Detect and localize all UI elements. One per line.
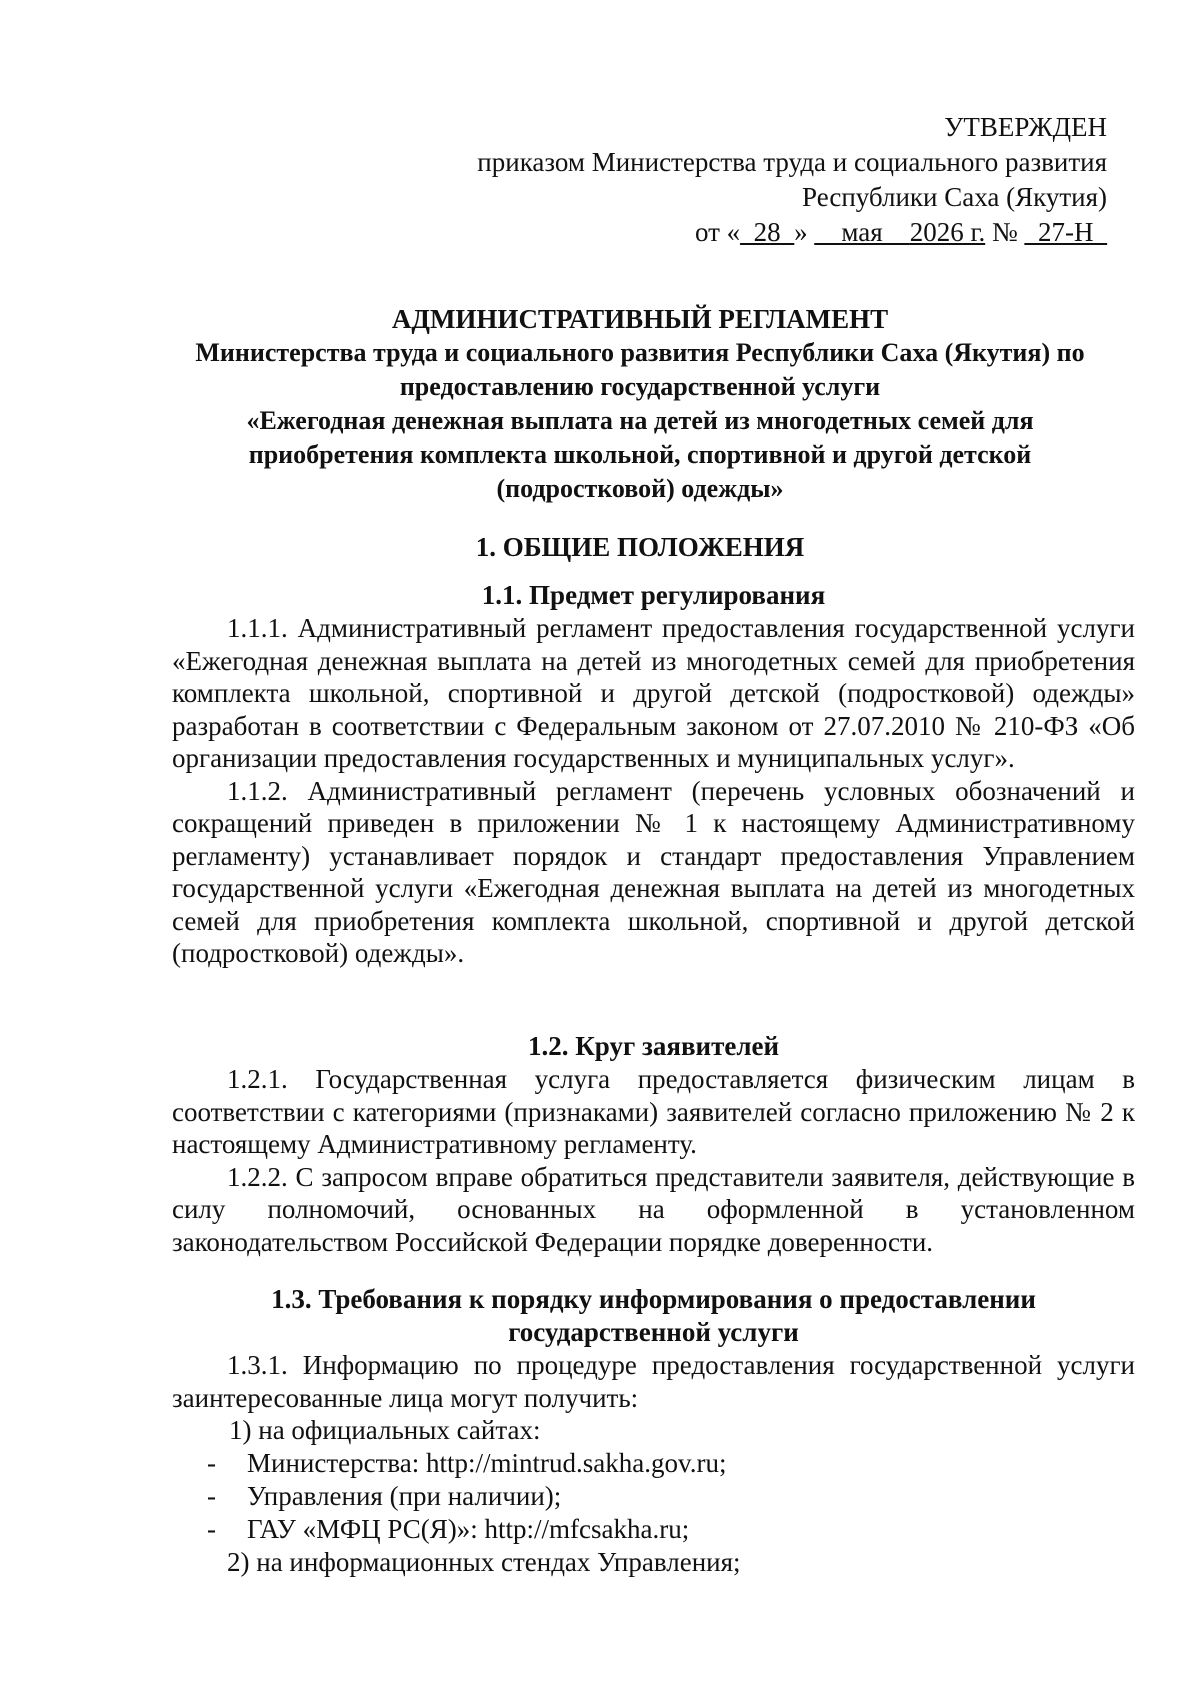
approval-date-line xyxy=(477,215,1107,250)
date-day: _28_ xyxy=(740,217,795,247)
list-item-text: ГАУ «МФЦ РС(Я)»: http://mfcsakha.ru; xyxy=(247,1514,690,1544)
title-line-3: предоставлению государственной услуги xyxy=(399,372,881,401)
section-heading: 1. ОБЩИЕ ПОЛОЖЕНИЯ xyxy=(475,532,805,562)
approval-title: УТВЕРЖДЕН xyxy=(944,112,1107,142)
date-prefix: от « xyxy=(694,217,741,247)
section-body xyxy=(172,579,1135,970)
section-body-3 xyxy=(172,1283,1135,1579)
list-item-text: Управления (при наличии); xyxy=(247,1481,562,1511)
list-item-text: Министерства: http://mintrud.sakha.gov.ru; xyxy=(247,1448,727,1478)
number-sign: № xyxy=(985,217,1025,247)
dash-marker: - xyxy=(207,1448,216,1478)
list-item-stands: 2) на информационных стендах Управления; xyxy=(227,1547,741,1577)
paragraph-1-2-2: 1.2.2. С запросом вправе обратиться представители заявителя, действующие в силу полномочий, основанных на оформленной в установленном законодательством Российской Федерации порядке доверенности. xyxy=(172,1161,1135,1257)
list-item xyxy=(172,1447,1135,1480)
title-line-6: (подростковой) одежды» xyxy=(496,474,784,503)
paragraph-1-2-1: 1.2.1. Государственная услуга предоставляется физическим лицам в соответствии с категориями (признаками) заявителей согласно приложению № 2 к настоящему Административному регламенту. xyxy=(172,1064,1135,1159)
approval-republic-line: Республики Саха (Якутия) xyxy=(802,182,1107,212)
paragraph-1-3-1: 1.3.1. Информацию по процедуре предоставления государственной услуги заинтересованные лица могут получить: xyxy=(172,1350,1135,1413)
list-item xyxy=(172,1513,1135,1546)
document-title xyxy=(160,302,1120,506)
subheading-1-3-line-1: 1.3. Требования к порядку информирования о предоставлении xyxy=(271,1284,1036,1314)
section-body-2 xyxy=(172,1030,1135,1258)
date-month: __мая__ xyxy=(814,217,910,247)
list-item xyxy=(172,1480,1135,1513)
title-main: АДМИНИСТРАТИВНЫЙ РЕГЛАМЕНТ xyxy=(391,304,889,334)
subheading-1-1: 1.1. Предмет регулирования xyxy=(481,580,826,610)
paragraph-1-1-1: 1.1.1. Административный регламент предоставления государственной услуги «Ежегодная денежная выплата на детей из многодетных семей для приобретения комплекта школьной, спортивной и другой детской (подростковой) одежды» разработан в соответствии с Федеральным законом от 27.07.2010 № 210-ФЗ «Об организации предоставления государственных и муниципальных услуг». xyxy=(172,613,1135,773)
dash-marker: - xyxy=(207,1514,216,1544)
order-number: _27-Н_ xyxy=(1024,217,1107,247)
title-line-4: «Ежегодная денежная выплата на детей из многодетных семей для xyxy=(246,406,1034,435)
paragraph-1-1-2: 1.1.2. Административный регламент (перечень условных обозначений и сокращений приведен в приложении № 1 к настоящему Административному регламенту) устанавливает порядок и стандарт предоставления Управлением государственной услуги «Ежегодная денежная выплата на детей из многодетных семей для приобретения комплекта школьной, спортивной и другой детской (подростковой) одежды». xyxy=(172,775,1135,968)
date-year: 2026 г. xyxy=(909,217,986,247)
approval-order-line: приказом Министерства труда и социального развития xyxy=(477,147,1107,177)
websites-list xyxy=(172,1447,1135,1546)
title-line-5: приобретения комплекта школьной, спортивной и другой детской xyxy=(248,440,1032,469)
dash-marker: - xyxy=(207,1481,216,1511)
list-item-websites: 1) на официальных сайтах: xyxy=(229,1415,541,1445)
date-mid: » xyxy=(794,217,815,247)
title-line-2: Министерства труда и социального развития Республики Саха (Якутия) по xyxy=(195,338,1085,367)
subheading-1-2: 1.2. Круг заявителей xyxy=(527,1031,780,1061)
subheading-1-3-line-2: государственной услуги xyxy=(508,1317,799,1347)
approval-block xyxy=(477,110,1107,250)
